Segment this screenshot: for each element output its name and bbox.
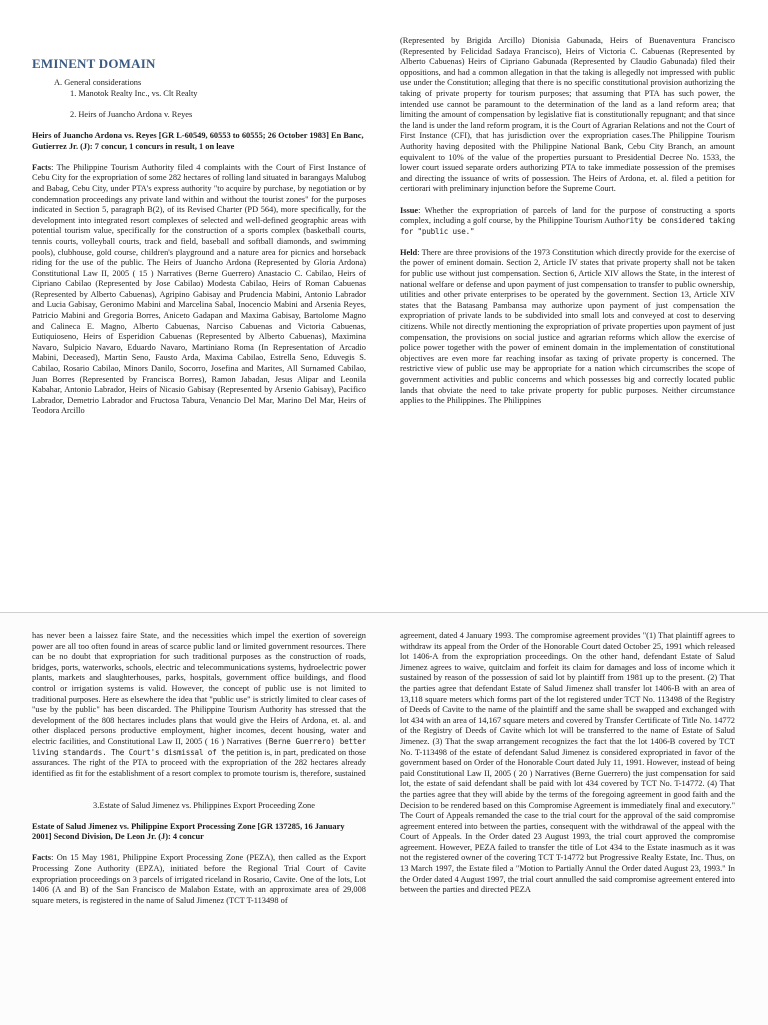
issue-label: Issue [400,205,419,215]
case-caption-jimenez: Estate of Salud Jimenez vs. Philippine Export Processing Zone [GR 137285, 16 January 2001] Second Division, De Leon Jr. (J): 4 concur [32,821,345,842]
left-column-bottom [32,631,366,1025]
issue-text: : Whether the expropriation of parcels of land for the purpose of constructing a sports complex, including a golf course, by the Philippine Tourism Autho [400,205,735,226]
outline [32,78,366,120]
facts-label: Facts [32,162,52,172]
oppositions-paragraph: (Represented by Brigida Arcillo) Dionisia Gabunada, Heirs of Buenaventura Francisco (Represented by Felicidad Sadaya Francisco), Heirs of Victoria C. Cabuenas (Represented by Alberto Cabuenas) Heirs of Cipriano Gabunada (Represented by Claudio Gabunada) filed their oppositions, and had a common allegation in that the taking is allegedly not impressed with public use under the Constitution; alleging that there is no specific constitutional provision authorizing the taking of private property for tourism purposes; that assuming that PTA has such power, the intended use cannot be paramount to the determination of the land as a land reform area; that limiting the amount of compensation by legislative fiat is constitutionally repugnant; and that since the land is under the land reform program, it is the Court of Agrarian Relations and not the Court of First Instance (CFI), that has jurisdiction over the expropriation cases.The Philippine Tourism Authority having deposited with the Philippine National Bank, Cebu City Branch, an amount equivalent to 10% of the value of the properties pursuant to Presidential Decree No. 1533, the lower court issued separate orders authorizing PTA to take immediate possession of the premises and directing the issuance of writs of possession. The Heirs of Ardona, et. al. filed a petition for certiorari with preliminary injunction before the Supreme Court. [400,36,735,194]
facts-paragraph-jimenez [32,853,366,906]
public-use-text: has never been a laissez faire State, and the necessities which impel the exertion of sovereign power are all too often found in areas of scarce public land or limited government resources. There can be no doubt that expropriation for such traditional purposes as the construction of roads, bridges, ports, waterworks, schools, electric and telecommunications systems, hydroelectric power plants, markets and slaughterhouses, parks, hospitals, government office buildings, and flood control or irrigation systems is valid. However, the concept of public use is not limited to traditional purposes. Here as elsewhere the idea that "public use" is strictly limited to clear cases of "use by the public" has been discarded. The Philippine Tourism Authority has stressed that the development of the 808 hectares includes plans that would give the Heirs of Ardona, et. al. and other displaced persons productive employment, higher incomes, decent housing, water and electric facilities, and Constitutional Law II, 2005 ( 16 ) Narratives [32,631,366,746]
issue-paragraph [400,206,735,238]
issue-text-handwritten: rity be considered taking for "public use." [400,216,735,236]
outline-item-2: 2. Heirs of Juancho Ardona v. Reyes [70,109,193,119]
document-page-bottom [0,612,768,1025]
facts-paragraph-ardona [32,163,366,417]
case-caption-ardona: Heirs of Juancho Ardona vs. Reyes [GR L-60549, 60553 to 60555; 26 October 1983] En Banc, Gutierrez Jr. (J): 7 concur, 1 concurs in result, 1 on leave [32,130,364,151]
facts-label-jimenez: Facts [32,853,52,863]
document-title: EMINENT DOMAIN [32,56,156,71]
right-column-bottom [400,631,735,1025]
compromise-paragraph: agreement, dated 4 January 1993. The compromise agreement provides "(1) That plaintiff agrees to withdraw its appeal from the Order of the Honorable Court dated October 25, 1991 which released lot 1406-A from the expropriation proceedings. On the other hand, defendant Estate of Salud Jimenez agrees to waive, quitclaim and forfeit its claim for damages and loss of income which it sustained by reason of the possession of said lot by plaintiff from 1981 up to the present. (2) That the parties agree that defendant Estate of Salud Jimenez shall transfer lot 1406-B with an area of 13,118 square meters which forms part of the lot registered under TCT No. 113498 of the Registry of Deeds of Cavite to the name of the plaintiff and the same shall be swapped and exchanged with lot 434 with an area of 14,167 square meters and covered by Transfer Certificate of Title No. 14772 of the Registry of Deeds of Cavite which lot will be transferred to the name of Estate of Salud Jimenez. (3) That the swap arrangement recognizes the fact that the lot 1406-B covered by TCT No. T-113498 of the estate of defendant Salud Jimenez is considered expropriated in favor of the government based on Order of the Honorable Court dated July 11, 1991. However, instead of being paid Constitutional Law II, 2005 ( 20 ) Narratives (Berne Guerrero) the just compensation for said lot, the estate of said defendant shall be paid with lot 434 covered by TCT No. T-14772. (4) That the parties agree that they will abide by the terms of the foregoing agreement in good faith and the Decision to be rendered based on this Compromise Agreement is immediately final and executory." The Court of Appeals remanded the case to the trial court for the approval of the said compromise agreement entered into between the parties, consequent with the withdrawal of the appeal with the Court of Appeals. In the Order dated 23 August 1993, the trial court approved the compromise agreement. However, PEZA failed to transfer the title of Lot 434 to the Estate inasmuch as it was not the registered owner of the covering TCT T-14772 but Progressive Realty Estate, Inc. Thus, on 13 March 1997, the Estate filed a "Motion to Partially Annul the Order dated August 23, 1993." In the Order dated 4 August 1997, the trial court annulled the said compromise agreement entered into between the parties and directed PEZA [400,631,735,895]
outline-item-1: 1. Manotok Realty Inc., vs. Clt Realty [70,88,198,98]
public-use-paragraph [32,631,366,779]
held-text: : There are three provisions of the 1973 Constitution which directly provide for the exercise of the power of eminent domain. Section 2, Article IV states that private property shall not be taken for public use without just compensation. Section 6, Article XIV allows the State, in the interest of national welfare or defense and upon payment of just compensation to transfer to public ownership, utilities and other private enterprises to be operated by the government. Section 13, Article XIV states that the Batasang Pambansa may authorize upon payment of just compensation the expropriation of private lands to be subdivided into small lots and conveyed at cost to deserving citizens. While not directly mentioning the expropriation of private properties upon payment of just compensation, the provisions on social justice and agrarian reforms which allow the exercise of police power together with the power of eminent domain in the implementation of constitutional objectives are even more far reaching insofar as taxing of private property is concerned. The restrictive view of public use may be appropriate for a nation which circumscribes the scope of government activities and public concerns and which possesses big and correctly located public lands that obviate the need to take private property for public purposes. Neither circumstance applies to the Philippines. The Philippines [400,247,735,406]
public-use-tail: petition is, in part, predicated on those assurances. The right of the PTA to proceed with the expropriation of the 282 hectares already identified as fit for the establishment of a resort complex to promote tourism is, therefore, sustained [32,747,366,778]
public-use-handwritten: (Berne Guerrero) better living standards. The Court's dismissal of the [32,736,366,757]
facts-text-jimenez: : On 15 May 1981, Philippine Export Processing Zone (PEZA), then called as the Export Processing Zone Authority (EPZA), initiated before the Regional Trial Court of Cavite expropriation proceedings on 3 parcels of irrigated riceland in Rosario, Cavite. One of the lots, Lot 1406 (A and B) of the San Francisco de Malabon Estate, with an approximate area of 29,008 square meters, is registered in the name of Salud Jimenez (TCT T-113498 of [32,853,366,905]
left-column-top [32,56,366,608]
outline-section-a: A. General considerations [54,78,142,87]
right-column-top [400,36,735,556]
facts-text: : The Philippine Tourism Authority filed 4 complaints with the Court of First Instance of Cebu City for the expropriation of some 282 hectares of rolling land situated in barangays Malubog and Babag, Cebu City, under PTA's express authority "to acquire by purchase, by negotiation or by condemnation proceedings any private land within and without the tourist zones" for the purposes indicated in Section 5, paragraph B(2), of its Revised Charter (PD 564), more specifically, for the development into integrated resort complexes of selected and well-defined geographic areas with potential tourism value, specifically for the construction of a sports complex (basketball courts, tennis courts, volleyball courts, track and field, baseball and softball diamonds, and swimming pools), clubhouse, gold course, children's playground and a nature area for picnics and horseback riding for the use of the public. The Heirs of Juancho Ardona (Represented by Gloria Ardona) Constitutional Law II, 2005 ( 15 ) Narratives (Berne Guerrero) Anastacio C. Cabilao, Heirs of Cipriano Cabilao (Represented by Jose Cabilao) Modesta Cabilao, Heirs of Roman Cabuenas (Represented by Alberto Cabuenas), Agripino Gabisay and Prudencia Mabini, Antonio Labrador and Lucia Gabisay, Geronimo Mabini and Marcelina Sabal, Inocencio Mabini and Arsenia Reyes, Patricio Mabini and Gregoria Borres, Aniceto Gadapan and Maxima Gabisay, Bartolome Magno and Calineca E. Magno, Alberto Cabuenas, Narciso Cabuenas and Victoria Cabuenas, Eutiquioseno, Heirs of Esperidion Cabuenas (Represented by Alberto Cabuenas), Maximina Navaro, Sulpicio Navaro, Eduardo Navaro, Martiniano Roma (In Representation of Arcadio Mabini, Deceased), Martin Seno, Fausto Arda, Maxima Cabilao, Estrella Seno, Eduvegis S. Cabilao, Rosario Cabilao, Minors Danilo, Socorro, Josefina and Marites, All Surnamed Cabilao, Juan Borres (Represented by Francisca Borres), Ramon Jabadan, Jesus Alipar and Leonila Kabahar, Antonio Labrador, Heirs of Nicasio Gabisay (Represented by Arsenio Gabisay), Pacifico Labrador, Demetrio Labrador and Fructosa Tabura, Venancio Del Mar, Marino Del Mar, Heirs of Teodora Arcillo [32,162,366,416]
held-label: Held [400,247,418,257]
case-heading-jimenez: 3.Estate of Salud Jimenez vs. Philippines Export Proceeding Zone [93,800,315,810]
held-paragraph [400,248,735,407]
